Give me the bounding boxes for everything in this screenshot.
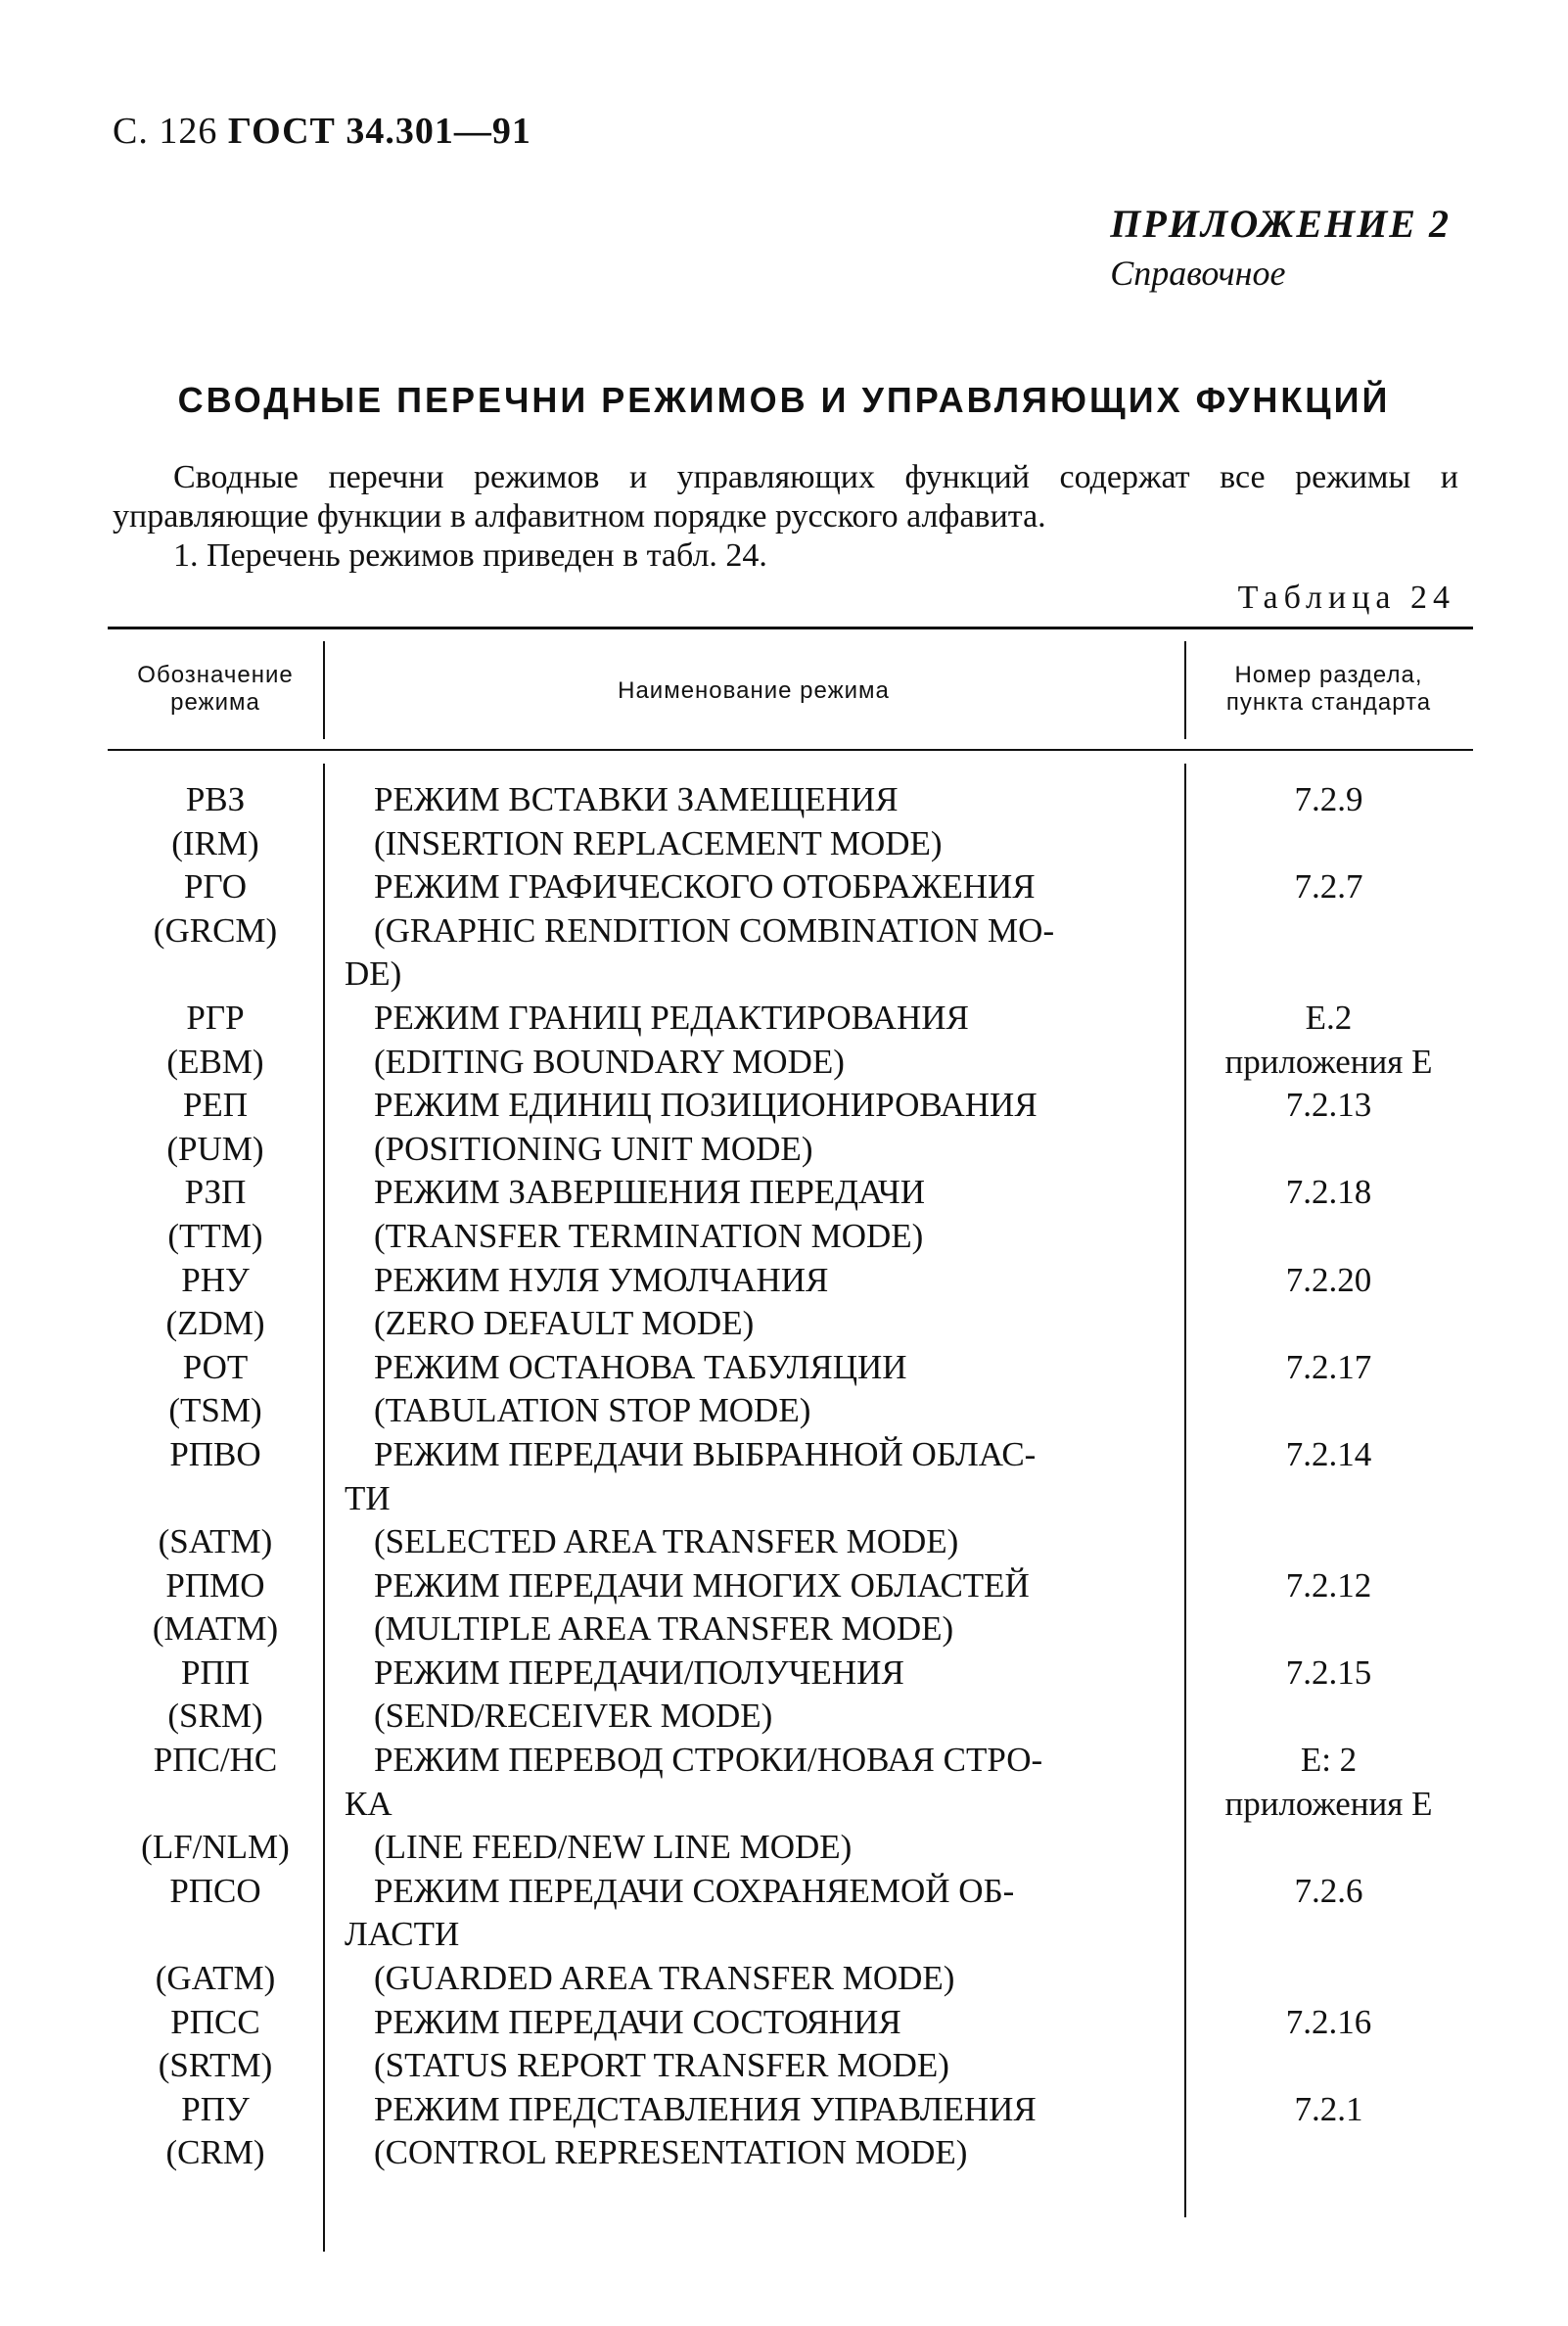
mode-name: РЕЖИМ ПРЕДСТАВЛЕНИЯ УПРАВЛЕНИЯ — [374, 2089, 1037, 2128]
mode-name: РЕЖИМ ВСТАВКИ ЗАМЕЩЕНИЯ — [374, 780, 899, 818]
table-row — [0, 1215, 1568, 1259]
mode-code: РЗП — [184, 1173, 247, 1212]
table-row — [0, 1084, 1568, 1128]
table-row — [0, 1302, 1568, 1346]
section-reference: 7.2.1 — [1294, 2089, 1363, 2128]
table-body — [0, 778, 1568, 2175]
mode-code: (ZDM) — [165, 1304, 265, 1343]
mode-name: (POSITIONING UNIT MODE) — [374, 1129, 813, 1168]
mode-name: (MULTIPLE AREA TRANSFER MODE) — [374, 1609, 954, 1649]
column-header-section-line1: Номер раздела, — [1234, 662, 1423, 688]
mode-code: (GATM) — [155, 1959, 276, 1998]
table-row — [0, 1259, 1568, 1303]
mode-code: РГР — [186, 998, 245, 1037]
section-reference: приложения Е — [1224, 1784, 1433, 1823]
table-row — [0, 1870, 1568, 1914]
mode-name: (TABULATION STOP MODE) — [374, 1391, 811, 1430]
section-reference: 7.2.17 — [1285, 1347, 1372, 1386]
section-reference: 7.2.14 — [1285, 1434, 1372, 1473]
mode-name: РЕЖИМ ПЕРЕВОД СТРОКИ/НОВАЯ СТРО- — [374, 1741, 1043, 1780]
section-reference: Е.2 — [1305, 998, 1353, 1037]
mode-name: (SELECTED AREA TRANSFER MODE) — [374, 1522, 959, 1561]
section-reference: приложения Е — [1224, 1042, 1433, 1081]
table-top-rule — [108, 627, 1473, 629]
mode-name: (CONTROL REPRESENTATION MODE) — [374, 2133, 968, 2172]
mode-code: (MATM) — [152, 1609, 279, 1649]
column-header-designation-line1: Обозначение — [137, 662, 294, 688]
column-header-name-text: Наименование режима — [618, 677, 890, 704]
mode-code: РПС/НС — [153, 1741, 278, 1780]
table-row — [0, 2088, 1568, 2132]
mode-code: (GRCM) — [153, 910, 278, 950]
mode-name: DE) — [345, 954, 402, 994]
section-reference: 7.2.18 — [1285, 1173, 1372, 1212]
mode-code: (LF/NLM) — [141, 1828, 290, 1867]
table-row — [0, 1957, 1568, 2001]
table-row — [0, 1739, 1568, 1783]
table-row — [0, 1520, 1568, 1564]
section-reference: 7.2.15 — [1285, 1652, 1372, 1692]
table-row — [0, 1477, 1568, 1521]
page-number: С. 126 — [113, 111, 218, 152]
mode-code: РПСО — [169, 1871, 261, 1910]
mode-name: КА — [345, 1784, 392, 1823]
mode-name: (SEND/RECEIVER MODE) — [374, 1697, 773, 1736]
mode-code: РПВО — [169, 1434, 261, 1473]
section-reference: 7.2.20 — [1285, 1260, 1372, 1299]
column-header-section — [1184, 662, 1473, 717]
mode-code: (IRM) — [171, 823, 259, 862]
table-header-rule — [108, 749, 1473, 751]
mode-code: (TSM) — [168, 1391, 262, 1430]
mode-code: РВЗ — [185, 780, 246, 818]
section-title: СВОДНЫЕ ПЕРЕЧНИ РЕЖИМОВ И УПРАВЛЯЮЩИХ ФУНКЦИЙ — [177, 380, 1391, 420]
table-row — [0, 1695, 1568, 1739]
mode-name: РЕЖИМ ГРАНИЦ РЕДАКТИРОВАНИЯ — [374, 998, 969, 1037]
standard-number: ГОСТ 34.301—91 — [227, 111, 531, 152]
mode-name: (ZERO DEFAULT MODE) — [374, 1304, 755, 1343]
mode-name: (STATUS REPORT TRANSFER MODE) — [374, 2046, 949, 2085]
column-header-section-line2: пункта стандарта — [1225, 689, 1432, 716]
table-row — [0, 1041, 1568, 1085]
table-row — [0, 2131, 1568, 2175]
column-header-designation — [108, 662, 323, 717]
mode-code: (SATM) — [158, 1522, 273, 1561]
mode-name: РЕЖИМ ПЕРЕДАЧИ ВЫБРАННОЙ ОБЛАС- — [374, 1434, 1037, 1473]
intro-text — [113, 458, 1458, 576]
appendix-kind: Справочное — [1110, 254, 1286, 293]
mode-name: РЕЖИМ НУЛЯ УМОЛЧАНИЯ — [374, 1260, 829, 1299]
table-row — [0, 1607, 1568, 1651]
intro-list-item: 1. Перечень режимов приведен в табл. 24. — [173, 537, 767, 574]
mode-name: (GRAPHIC RENDITION COMBINATION MO- — [374, 910, 1055, 950]
mode-name: ЛАСТИ — [345, 1915, 460, 1954]
intro-paragraph: Сводные перечни режимов и управляющих функций содержат все режимы и управляющие функции в алфавитном порядке русского алфавита. — [113, 459, 1458, 535]
mode-code: (PUM) — [166, 1129, 264, 1168]
table-row — [0, 997, 1568, 1041]
table-row — [0, 1651, 1568, 1696]
section-reference: 7.2.13 — [1285, 1086, 1372, 1125]
mode-code: (TTM) — [167, 1216, 263, 1255]
mode-code: РПМО — [165, 1565, 265, 1605]
mode-code: РОТ — [182, 1347, 249, 1386]
mode-name: РЕЖИМ ЕДИНИЦ ПОЗИЦИОНИРОВАНИЯ — [374, 1086, 1038, 1125]
table-row — [0, 909, 1568, 954]
section-reference: Е: 2 — [1300, 1741, 1358, 1780]
mode-name: РЕЖИМ ГРАФИЧЕСКОГО ОТОБРАЖЕНИЯ — [374, 867, 1036, 907]
page-header — [113, 110, 531, 153]
table-row — [0, 1433, 1568, 1477]
appendix-heading — [1110, 201, 1451, 294]
column-header-name — [323, 677, 1184, 705]
appendix-label: ПРИЛОЖЕНИЕ 2 — [1110, 202, 1451, 246]
mode-code: РГО — [183, 867, 248, 907]
section-reference: 7.2.7 — [1294, 867, 1363, 907]
mode-name: РЕЖИМ ПЕРЕДАЧИ/ПОЛУЧЕНИЯ — [374, 1652, 904, 1692]
mode-code: РНУ — [181, 1260, 250, 1299]
mode-code: (SRM) — [167, 1697, 263, 1736]
mode-code: РПУ — [181, 2089, 250, 2128]
table-row — [0, 1128, 1568, 1172]
section-reference: 7.2.6 — [1294, 1871, 1363, 1910]
mode-code: РЕП — [182, 1086, 249, 1125]
mode-name: (EDITING BOUNDARY MODE) — [374, 1042, 845, 1081]
table-row — [0, 865, 1568, 909]
table-row — [0, 2044, 1568, 2088]
table-row — [0, 2001, 1568, 2045]
mode-name: (LINE FEED/NEW LINE MODE) — [374, 1828, 853, 1867]
mode-name: РЕЖИМ ПЕРЕДАЧИ МНОГИХ ОБЛАСТЕЙ — [374, 1565, 1030, 1605]
mode-code: РПСС — [170, 2002, 260, 2041]
table-row — [0, 1171, 1568, 1215]
table-row — [0, 1389, 1568, 1433]
table-row — [0, 953, 1568, 997]
section-reference: 7.2.12 — [1285, 1565, 1372, 1605]
section-reference: 7.2.16 — [1285, 2002, 1372, 2041]
mode-code: РПП — [180, 1652, 251, 1692]
table-row — [0, 1346, 1568, 1390]
table-row — [0, 1783, 1568, 1827]
table-row — [0, 778, 1568, 822]
section-reference: 7.2.9 — [1294, 780, 1363, 818]
mode-name: РЕЖИМ ОСТАНОВА ТАБУЛЯЦИИ — [374, 1347, 907, 1386]
mode-name: РЕЖИМ ПЕРЕДАЧИ СОСТОЯНИЯ — [374, 2002, 901, 2041]
table-label: Таблица 24 — [1237, 580, 1455, 616]
mode-name: РЕЖИМ ЗАВЕРШЕНИЯ ПЕРЕДАЧИ — [374, 1173, 926, 1212]
table-row — [0, 1826, 1568, 1870]
table-row — [0, 1913, 1568, 1957]
table-row — [0, 822, 1568, 866]
table-row — [0, 1564, 1568, 1608]
mode-code: (SRTM) — [158, 2046, 273, 2085]
mode-name: (TRANSFER TERMINATION MODE) — [374, 1216, 924, 1255]
mode-name: (GUARDED AREA TRANSFER MODE) — [374, 1959, 955, 1998]
mode-name: ТИ — [345, 1478, 391, 1517]
mode-name: РЕЖИМ ПЕРЕДАЧИ СОХРАНЯЕМОЙ ОБ- — [374, 1871, 1015, 1910]
mode-code: (EBM) — [166, 1042, 264, 1081]
column-header-designation-line2: режима — [170, 689, 260, 716]
mode-code: (CRM) — [165, 2133, 265, 2172]
mode-name: (INSERTION REPLACEMENT MODE) — [374, 823, 943, 862]
